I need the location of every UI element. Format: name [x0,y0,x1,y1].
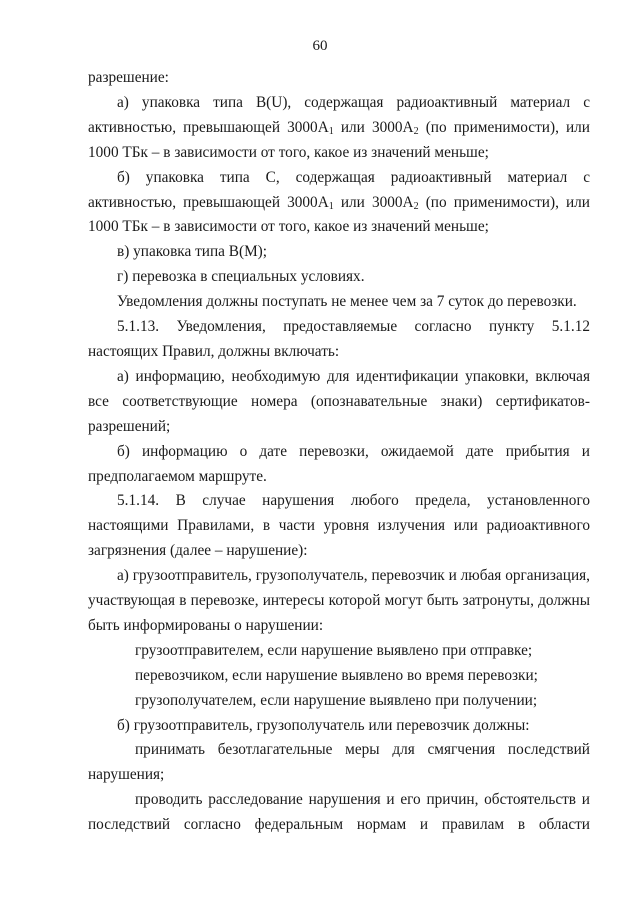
document-body [88,66,590,838]
paragraph-text: а) упаковка типа B(U), содержащая радиоактивный материал с активностью, превышающей 3000A [88,93,590,136]
paragraph-text: или 3000A [333,118,414,136]
paragraph-permit-heading: разрешение: [88,69,169,86]
paragraph-item-g-special: г) перевозка в специальных условиях. [117,268,365,286]
paragraph-text: б) упаковка типа C, содержащая радиоактивный материал с активностью, превышающей 3000A [88,168,590,211]
paragraph-5-1-13-a: а) информацию, необходимую для идентификации упаковки, включая все соответствующие номера (опознавательные знаки) сертификатов-разрешений; [88,367,590,435]
paragraph-text: или 3000A [333,193,414,211]
paragraph-5-1-14-b: б) грузоотправитель, грузополучатель или перевозчик должны: [117,716,530,734]
paragraph-take-measures: принимать безотлагательные меры для смягчения последствий нарушения; [88,741,590,784]
paragraph-item-a-type-bu [88,91,590,166]
paragraph-consignor: грузоотправителем, если нарушение выявлено при отправке; [135,641,533,659]
paragraph-5-1-13-b: б) информацию о дате перевозки, ожидаемой дате прибытия и предполагаемом маршруте. [88,442,590,485]
subscript: 1 [328,125,334,137]
paragraph-carrier: перевозчиком, если нарушение выявлено во время перевозки; [135,666,538,684]
paragraph-notice-timing: Уведомления должны поступать не менее чем за 7 суток до перевозки. [117,293,577,311]
paragraph-item-b-type-c [88,166,590,241]
paragraph-investigate: проводить расследование нарушения и его причин, обстоятельств и последствий согласно федеральным нормам и правилам в области [88,791,590,834]
paragraph-consignee: грузополучателем, если нарушение выявлено при получении; [135,691,538,709]
page-number: 60 [312,38,328,54]
paragraph-5-1-14-a: а) грузоотправитель, грузополучатель, перевозчик и любая организация, участвующая в перевозке, интересы которой могут быть затронуты, должны быть информированы о нарушении: [88,567,590,634]
subscript: 1 [328,200,334,212]
paragraph-text: (по применимости), или 1000 ТБк – в зависимости от того, какое из значений меньше; [88,193,590,236]
subscript: 2 [413,200,419,212]
paragraph-5-1-14: 5.1.14. В случае нарушения любого предела, установленного настоящими Правилами, в части уровня излучения или радиоактивного загрязнения (далее – нарушение): [88,492,590,560]
paragraph-5-1-13: 5.1.13. Уведомления, предоставляемые согласно пункту 5.1.12 настоящих Правил, должны включать: [88,318,590,360]
paragraph-text: (по применимости), или 1000 ТБк – в зависимости от того, какое из значений меньше; [88,118,590,161]
subscript: 2 [413,125,419,137]
paragraph-item-v-type-bm: в) упаковка типа B(M); [117,243,268,261]
